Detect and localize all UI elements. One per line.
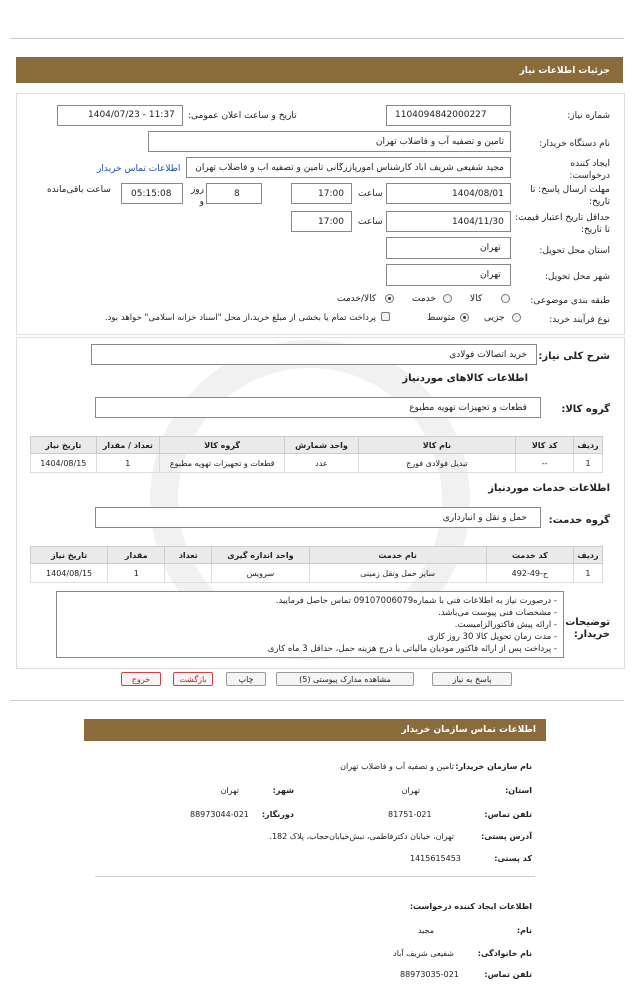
services-group-label: گروه خدمت: bbox=[548, 515, 610, 526]
services-col-unit: واحد اندازه گیری bbox=[212, 547, 309, 564]
contact-title: اطلاعات تماس سازمان خریدار bbox=[401, 725, 536, 735]
contact-divider bbox=[95, 876, 535, 877]
buyer-org-value: تامین و تصفیه آب و فاضلاب تهران bbox=[375, 137, 504, 147]
creator-value: مجید شفیعی شریف آباد کارشناس امورپازرگانی تامین و تصفیه آب و فاضلاب تهران bbox=[195, 163, 504, 173]
category-radio-service[interactable] bbox=[443, 294, 452, 303]
summary-value: خرید اتصالات فولادی bbox=[449, 350, 527, 360]
category-option-goods-service: کالا/خدمت bbox=[337, 294, 377, 304]
table-row bbox=[31, 454, 603, 473]
goods-col-name: نام کالا bbox=[358, 437, 516, 454]
contact-province-label: استان: bbox=[505, 786, 532, 795]
contact-city-value: تهران bbox=[220, 786, 239, 795]
goods-section-title: اطلاعات کالاهای موردنیاز bbox=[402, 373, 528, 384]
notes-line: - مدت زمان تحویل کالا 30 روز کاری bbox=[427, 632, 557, 642]
page-title: جزئیات اطلاعات نیاز bbox=[519, 66, 610, 76]
goods-cell-name: تبدیل فولادی فورج bbox=[358, 454, 516, 473]
days-label: روز و bbox=[190, 185, 204, 207]
remaining-value: 05:15:08 bbox=[131, 189, 172, 199]
services-cell-date: 1404/08/15 bbox=[31, 564, 108, 583]
category-radio-goods-service[interactable] bbox=[385, 294, 394, 303]
announce-label: تاریخ و ساعت اعلان عمومی: bbox=[188, 111, 297, 121]
process-label: نوع فرآیند خرید: bbox=[549, 315, 610, 325]
validity-time-label: ساعت bbox=[358, 217, 383, 227]
notes-line: - ارائه پیش فاکتورالزامیست. bbox=[454, 620, 557, 630]
top-divider bbox=[10, 38, 624, 39]
buyer-org-name-label: نام سازمان خریدار: bbox=[455, 762, 532, 771]
notes-line: - درصورت نیاز به اطلاعات فنی با شماره09107006079 تماس حاصل فرمایید. bbox=[275, 596, 557, 606]
services-cell-row: 1 bbox=[573, 564, 602, 583]
creator-name-label: نام: bbox=[516, 926, 532, 935]
deadline-date-value: 1404/08/01 bbox=[452, 189, 504, 199]
reply-button[interactable]: پاسخ به نیاز bbox=[432, 672, 512, 686]
goods-col-date: تاریخ نیاز bbox=[31, 437, 97, 454]
creator-info-title: اطلاعات ایجاد کننده درخواست: bbox=[409, 902, 532, 911]
validity-time-value: 17:00 bbox=[318, 217, 344, 227]
announce-value: 1404/07/23 - 11:37 bbox=[88, 110, 175, 120]
services-group-value: حمل و نقل و انبارداری bbox=[442, 513, 527, 523]
category-label: طبقه بندی موضوعی: bbox=[530, 296, 610, 306]
services-cell-qty: 1 bbox=[108, 564, 165, 583]
attachments-button[interactable]: مشاهده مدارک پیوستی (5) bbox=[276, 672, 414, 686]
process-option-medium: متوسط bbox=[427, 313, 456, 323]
notes-line: - مشخصات فنی پیوست می‌باشد. bbox=[438, 608, 557, 618]
services-col-count: تعداد bbox=[165, 547, 212, 564]
contact-city-label: شهر: bbox=[272, 786, 294, 795]
goods-cell-unit: عدد bbox=[285, 454, 358, 473]
contact-address-label: آدرس پستی: bbox=[481, 832, 532, 841]
need-number-value: 1104094842000227 bbox=[395, 110, 487, 120]
services-cell-unit: سرویس bbox=[212, 564, 309, 583]
goods-table bbox=[30, 436, 603, 473]
days-value: 8 bbox=[234, 189, 240, 199]
services-section-title: اطلاعات خدمات موردنیاز bbox=[488, 483, 610, 494]
notes-label: توضیحات خریدار: bbox=[565, 617, 610, 640]
category-option-service: خدمت bbox=[412, 294, 436, 304]
need-number-label: شماره نیاز: bbox=[567, 111, 610, 121]
city-label: شهر محل تحویل: bbox=[544, 272, 610, 282]
services-col-date: تاریخ نیاز bbox=[31, 547, 108, 564]
treasury-checkbox[interactable] bbox=[381, 312, 390, 321]
deadline-label: مهلت ارسال پاسخ: تا تاریخ: bbox=[530, 185, 610, 207]
contact-postal-value: 1415615453 bbox=[410, 854, 461, 863]
process-radio-minor[interactable] bbox=[512, 313, 521, 322]
services-cell-name: سایر حمل ونقل زمینی bbox=[309, 564, 486, 583]
services-cell-code: ح-49-492 bbox=[486, 564, 573, 583]
back-button[interactable]: بازگشت bbox=[173, 672, 213, 686]
services-cell-count bbox=[165, 564, 212, 583]
section-divider bbox=[10, 700, 624, 701]
city-value: تهران bbox=[480, 270, 501, 280]
buyer-org-name-value: تامین و تصفیه آب و فاضلاب تهران bbox=[340, 762, 454, 771]
goods-cell-row: 1 bbox=[574, 454, 603, 473]
services-col-code: کد خدمت bbox=[486, 547, 573, 564]
goods-col-row: ردیف bbox=[574, 437, 603, 454]
services-table bbox=[30, 546, 603, 583]
print-button[interactable]: چاپ bbox=[226, 672, 266, 686]
remaining-label: ساعت باقی‌مانده bbox=[47, 185, 111, 195]
province-label: استان محل تحویل: bbox=[539, 246, 610, 256]
goods-col-unit: واحد شمارش bbox=[285, 437, 358, 454]
category-radio-goods[interactable] bbox=[501, 294, 510, 303]
goods-group-value: قطعات و تجهیزات تهویه مطبوع bbox=[409, 403, 527, 413]
services-col-row: ردیف bbox=[573, 547, 602, 564]
category-option-goods: کالا bbox=[470, 294, 483, 304]
creator-family-value: شفیعی شریف آباد bbox=[393, 949, 454, 958]
contact-phone-value: 81751-021 bbox=[388, 810, 432, 819]
process-option-minor: جزیی bbox=[484, 313, 505, 323]
deadline-time-value: 17:00 bbox=[318, 189, 344, 199]
validity-date-value: 1404/11/30 bbox=[452, 217, 504, 227]
payment-note: پرداخت تمام یا بخشی از مبلغ خرید،از محل "اسناد خزانه اسلامی" خواهد بود. bbox=[104, 313, 376, 323]
goods-group-label: گروه کالا: bbox=[561, 404, 610, 415]
creator-label: ایجاد کننده درخواست: bbox=[569, 159, 610, 181]
contact-buyer-link[interactable]: اطلاعات تماس خریدار bbox=[97, 164, 181, 174]
services-col-name: نام خدمت bbox=[309, 547, 486, 564]
contact-address-value: تهران، خیابان دکترفاطمی، نبش‌خیابان‌حجاب، پلاک 182. bbox=[269, 832, 454, 841]
province-value: تهران bbox=[480, 243, 501, 253]
summary-label: شرح کلی نیاز: bbox=[538, 351, 610, 362]
notes-box bbox=[56, 591, 564, 658]
creator-name-value: مجید bbox=[417, 926, 434, 935]
contact-province-value: تهران bbox=[401, 786, 420, 795]
validity-label: حداقل تاریخ اعتبار قیمت: تا تاریخ: bbox=[515, 213, 610, 235]
contact-fax-label: دورنگار: bbox=[261, 810, 294, 819]
contact-fax-value: 88973044-021 bbox=[190, 810, 249, 819]
buyer-org-label: نام دستگاه خریدار: bbox=[539, 139, 610, 149]
creator-phone-value: 88973035-021 bbox=[400, 970, 459, 979]
contact-phone-label: تلفن تماس: bbox=[484, 810, 532, 819]
goods-cell-qty: 1 bbox=[96, 454, 159, 473]
process-radio-medium[interactable] bbox=[460, 313, 469, 322]
creator-family-label: نام خانوادگی: bbox=[477, 949, 532, 958]
goods-col-qty: تعداد / مقدار bbox=[96, 437, 159, 454]
contact-postal-label: کد پستی: bbox=[494, 854, 532, 863]
table-row bbox=[31, 564, 603, 583]
goods-col-group: گروه کالا bbox=[159, 437, 284, 454]
goods-col-code: کد کالا bbox=[516, 437, 574, 454]
exit-button[interactable]: خروج bbox=[121, 672, 161, 686]
creator-phone-label: تلفن تماس: bbox=[484, 970, 532, 979]
services-col-qty: مقدار bbox=[108, 547, 165, 564]
goods-cell-code: -- bbox=[516, 454, 574, 473]
deadline-time-label: ساعت bbox=[358, 189, 383, 199]
notes-line: - پرداخت پس از ارائه فاکتور مودیان مالیاتی با درج هزینه حمل، حداقل 3 ماه کاری bbox=[267, 644, 557, 654]
goods-cell-date: 1404/08/15 bbox=[31, 454, 97, 473]
goods-cell-group: قطعات و تجهیزات تهویه مطبوع bbox=[159, 454, 284, 473]
